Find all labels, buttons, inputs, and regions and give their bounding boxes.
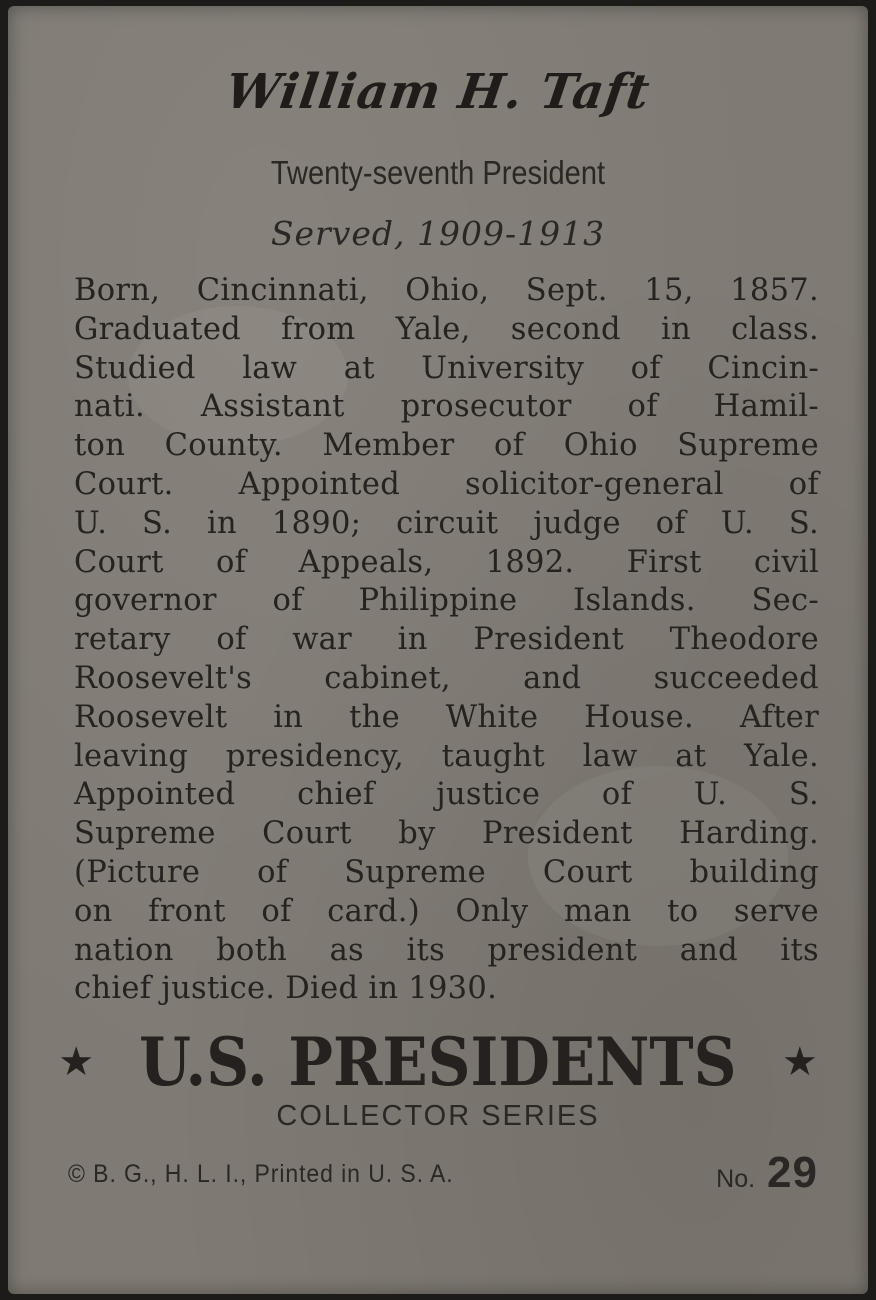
star-icon: ★ [58, 1039, 95, 1085]
bio-line: chief justice. Died in 1930. [74, 971, 498, 1007]
series-banner [8, 1024, 868, 1100]
bio-line: governor of Philippine Islands. Sec- [74, 583, 819, 619]
bio-line: Studied law at University of Cincin- [74, 350, 819, 386]
trading-card-back [8, 6, 868, 1294]
series-subtitle: COLLECTOR SERIES [276, 1100, 600, 1132]
card-number [716, 1148, 818, 1198]
term-served: Served, 1909-1913 [270, 214, 606, 253]
bio-line: (Picture of Supreme Court building [74, 854, 819, 890]
bio-line: Court. Appointed solicitor-general of [74, 466, 819, 502]
president-ordinal: Twenty-seventh President [270, 154, 606, 191]
card-number-label: No. [716, 1165, 756, 1193]
bio-line: Roosevelt in the White House. After [74, 699, 819, 735]
president-signature: William H. Taft [222, 64, 654, 120]
series-title: U.S. PRESIDENTS [139, 1023, 737, 1101]
bio-line: retary of war in President Theodore [74, 622, 819, 658]
bio-line: Born, Cincinnati, Ohio, Sept. 15, 1857. [74, 273, 819, 308]
card-number-value: 29 [767, 1148, 818, 1197]
bio-line: Appointed chief justice of U. S. [74, 777, 819, 813]
bio-line: on front of card.) Only man to serve [74, 893, 819, 929]
bio-line: Supreme Court by President Harding. [74, 816, 819, 852]
bio-line: U. S. in 1890; circuit judge of U. S. [74, 505, 819, 541]
bio-line: nation both as its president and its [74, 932, 819, 968]
bio-line: nati. Assistant prosecutor of Hamil- [74, 389, 819, 425]
bio-line: ton County. Member of Ohio Supreme [74, 428, 819, 464]
biography [74, 272, 819, 1009]
star-icon: ★ [781, 1039, 818, 1085]
bio-line: leaving presidency, taught law at Yale. [74, 738, 819, 774]
bio-line: Roosevelt's cabinet, and succeeded [74, 660, 819, 696]
copyright-notice: © B. G., H. L. I., Printed in U. S. A. [68, 1160, 454, 1188]
bio-line: Graduated from Yale, second in class. [74, 311, 819, 347]
bio-line: Court of Appeals, 1892. First civil [74, 544, 819, 580]
